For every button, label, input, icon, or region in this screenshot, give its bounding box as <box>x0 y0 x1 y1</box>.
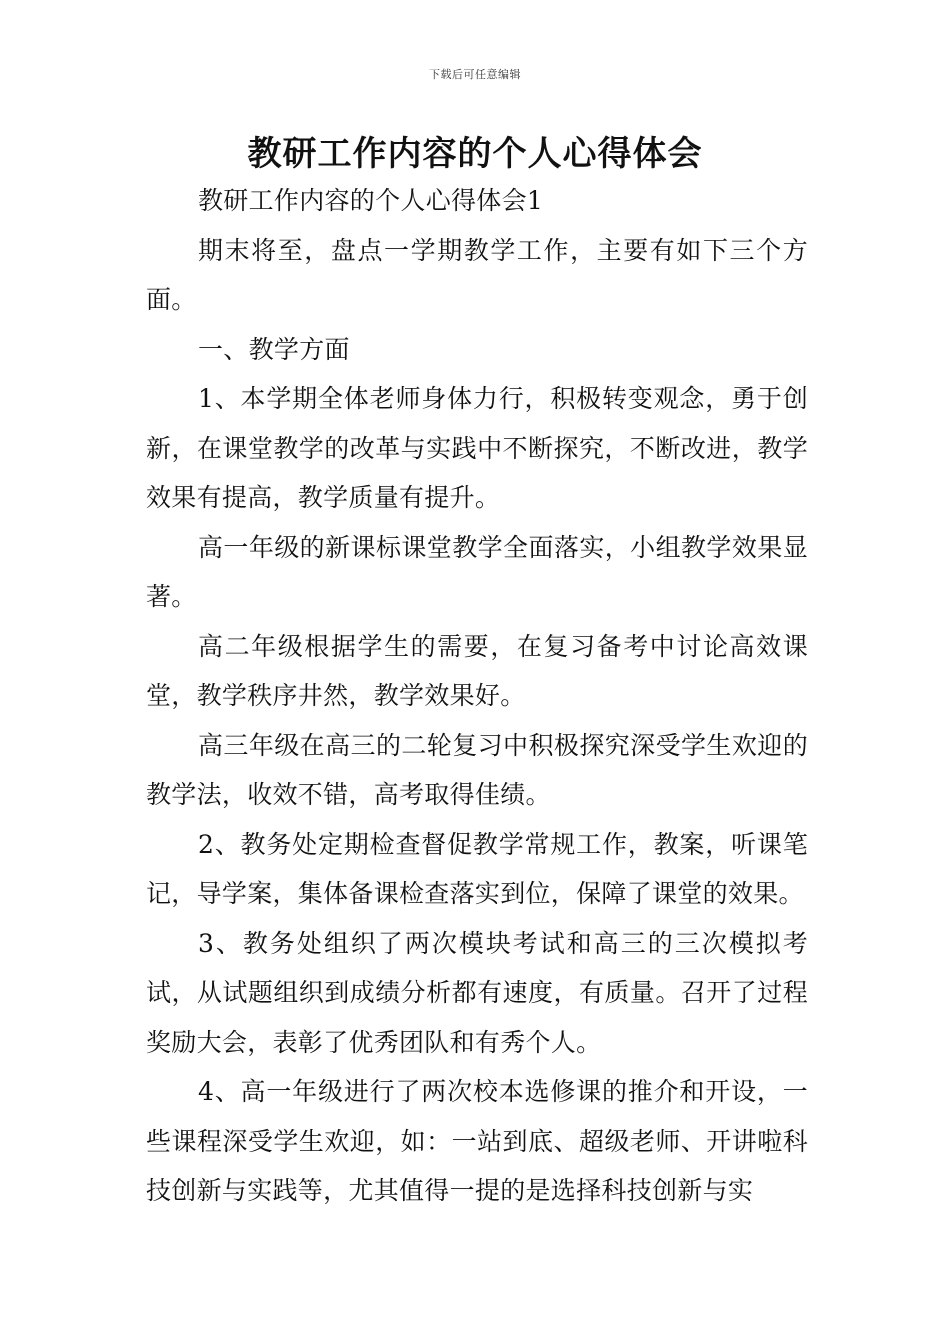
paragraph-item-4: 4、高一年级进行了两次校本选修课的推介和开设，一些课程深受学生欢迎，如：一站到底、超级老师、开讲啦科技创新与实践等，尤其值得一提的是选择科技创新与实 <box>146 1077 808 1205</box>
document-body <box>146 176 808 1216</box>
section-heading-teaching: 一、教学方面 <box>198 334 350 364</box>
paragraph-grade-1: 高一年级的新课标课堂教学全面落实，小组教学效果显著。 <box>146 532 808 611</box>
paragraph-item-2: 2、教务处定期检查督促教学常规工作，教案，听课笔记，导学案，集体备课检查落实到位，保障了课堂的效果。 <box>146 829 808 908</box>
header-note: 下载后可任意编辑 <box>429 68 521 81</box>
paragraph-grade-3: 高三年级在高三的二轮复习中积极探究深受学生欢迎的教学法，收效不错，高考取得佳绩。 <box>146 730 808 809</box>
paragraph-grade-2: 高二年级根据学生的需要，在复习备考中讨论高效课堂，教学秩序井然，教学效果好。 <box>146 631 808 710</box>
paragraph-intro: 期末将至，盘点一学期教学工作，主要有如下三个方面。 <box>146 235 808 314</box>
paragraph-item-3: 3、教务处组织了两次模块考试和高三的三次模拟考试，从试题组织到成绩分析都有速度，有质量。召开了过程奖励大会，表彰了优秀团队和有秀个人。 <box>146 928 808 1057</box>
paragraph-item-1: 1、本学期全体老师身体力行，积极转变观念，勇于创新，在课堂教学的改革与实践中不断探究，不断改进，教学效果有提高，教学质量有提升。 <box>146 384 808 512</box>
section-heading-1: 教研工作内容的个人心得体会1 <box>198 186 544 215</box>
document-title: 教研工作内容的个人心得体会 <box>247 134 703 174</box>
